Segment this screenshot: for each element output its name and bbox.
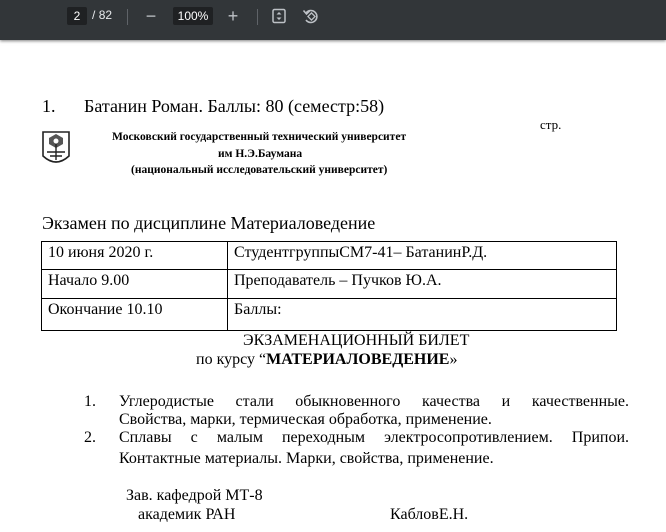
question-number: 1. xyxy=(84,393,96,410)
page-separator: / xyxy=(92,8,96,22)
toolbar-divider xyxy=(257,9,258,25)
course-name: МАТЕРИАЛОВЕДЕНИЕ xyxy=(266,351,450,368)
ticket-title: ЭКЗАМЕНАЦИОННЫЙ БИЛЕТ xyxy=(243,332,470,349)
signature-title: Зав. кафедрой МТ-8 xyxy=(126,487,263,504)
heading-number: 1. xyxy=(42,96,56,116)
zoom-input[interactable]: 100% xyxy=(173,7,213,25)
table-cell: СтудентгруппыСМ7-41– БатанинР.Д. xyxy=(227,241,617,270)
question-line: Свойства, марки, термическая обработка, применение. xyxy=(119,411,492,428)
student-heading: Батанин Роман. Баллы: 80 (семестр:58) xyxy=(84,96,385,116)
table-cell: Баллы: xyxy=(227,298,617,331)
page-number-input[interactable]: 2 xyxy=(67,7,87,25)
signature-name: КабловЕ.Н. xyxy=(390,506,469,523)
table-cell: Окончание 10.10 xyxy=(41,298,228,331)
fit-page-icon[interactable] xyxy=(268,5,290,27)
question-line: Сплавы с малым переходным электросопротивлением. Припои. xyxy=(119,429,629,446)
table-cell: Начало 9.00 xyxy=(41,269,228,299)
question-line: Контактные материалы. Марки, свойства, применение. xyxy=(119,450,494,467)
university-name-line3: (национальный исследовательский университет) xyxy=(131,164,388,176)
table-cell: 10 июня 2020 г. xyxy=(41,241,228,270)
pdf-toolbar xyxy=(0,0,666,40)
course-line xyxy=(196,351,457,369)
university-name-line2: им Н.Э.Баумана xyxy=(218,148,303,160)
course-suffix: » xyxy=(449,351,458,368)
toolbar-divider xyxy=(127,9,128,25)
minus-icon[interactable]: − xyxy=(145,6,157,26)
plus-icon[interactable]: + xyxy=(227,6,239,26)
page-total: 82 xyxy=(98,8,113,22)
question-line: Углеродистые стали обыкновенного качества и качественные. xyxy=(119,393,629,410)
course-prefix: по курсу “ xyxy=(196,351,267,368)
university-emblem-icon xyxy=(41,130,71,168)
signature-rank: академик РАН xyxy=(138,506,236,523)
exam-title: Экзамен по дисциплине Материаловедение xyxy=(42,213,376,233)
page-total-label xyxy=(92,8,112,22)
table-cell: Преподаватель – Пучков Ю.А. xyxy=(227,269,617,299)
university-name-line1: Московский государственный технический университет xyxy=(112,131,407,143)
question-number: 2. xyxy=(84,429,96,446)
page-label: стр. xyxy=(540,117,562,132)
rotate-icon[interactable] xyxy=(300,5,322,27)
